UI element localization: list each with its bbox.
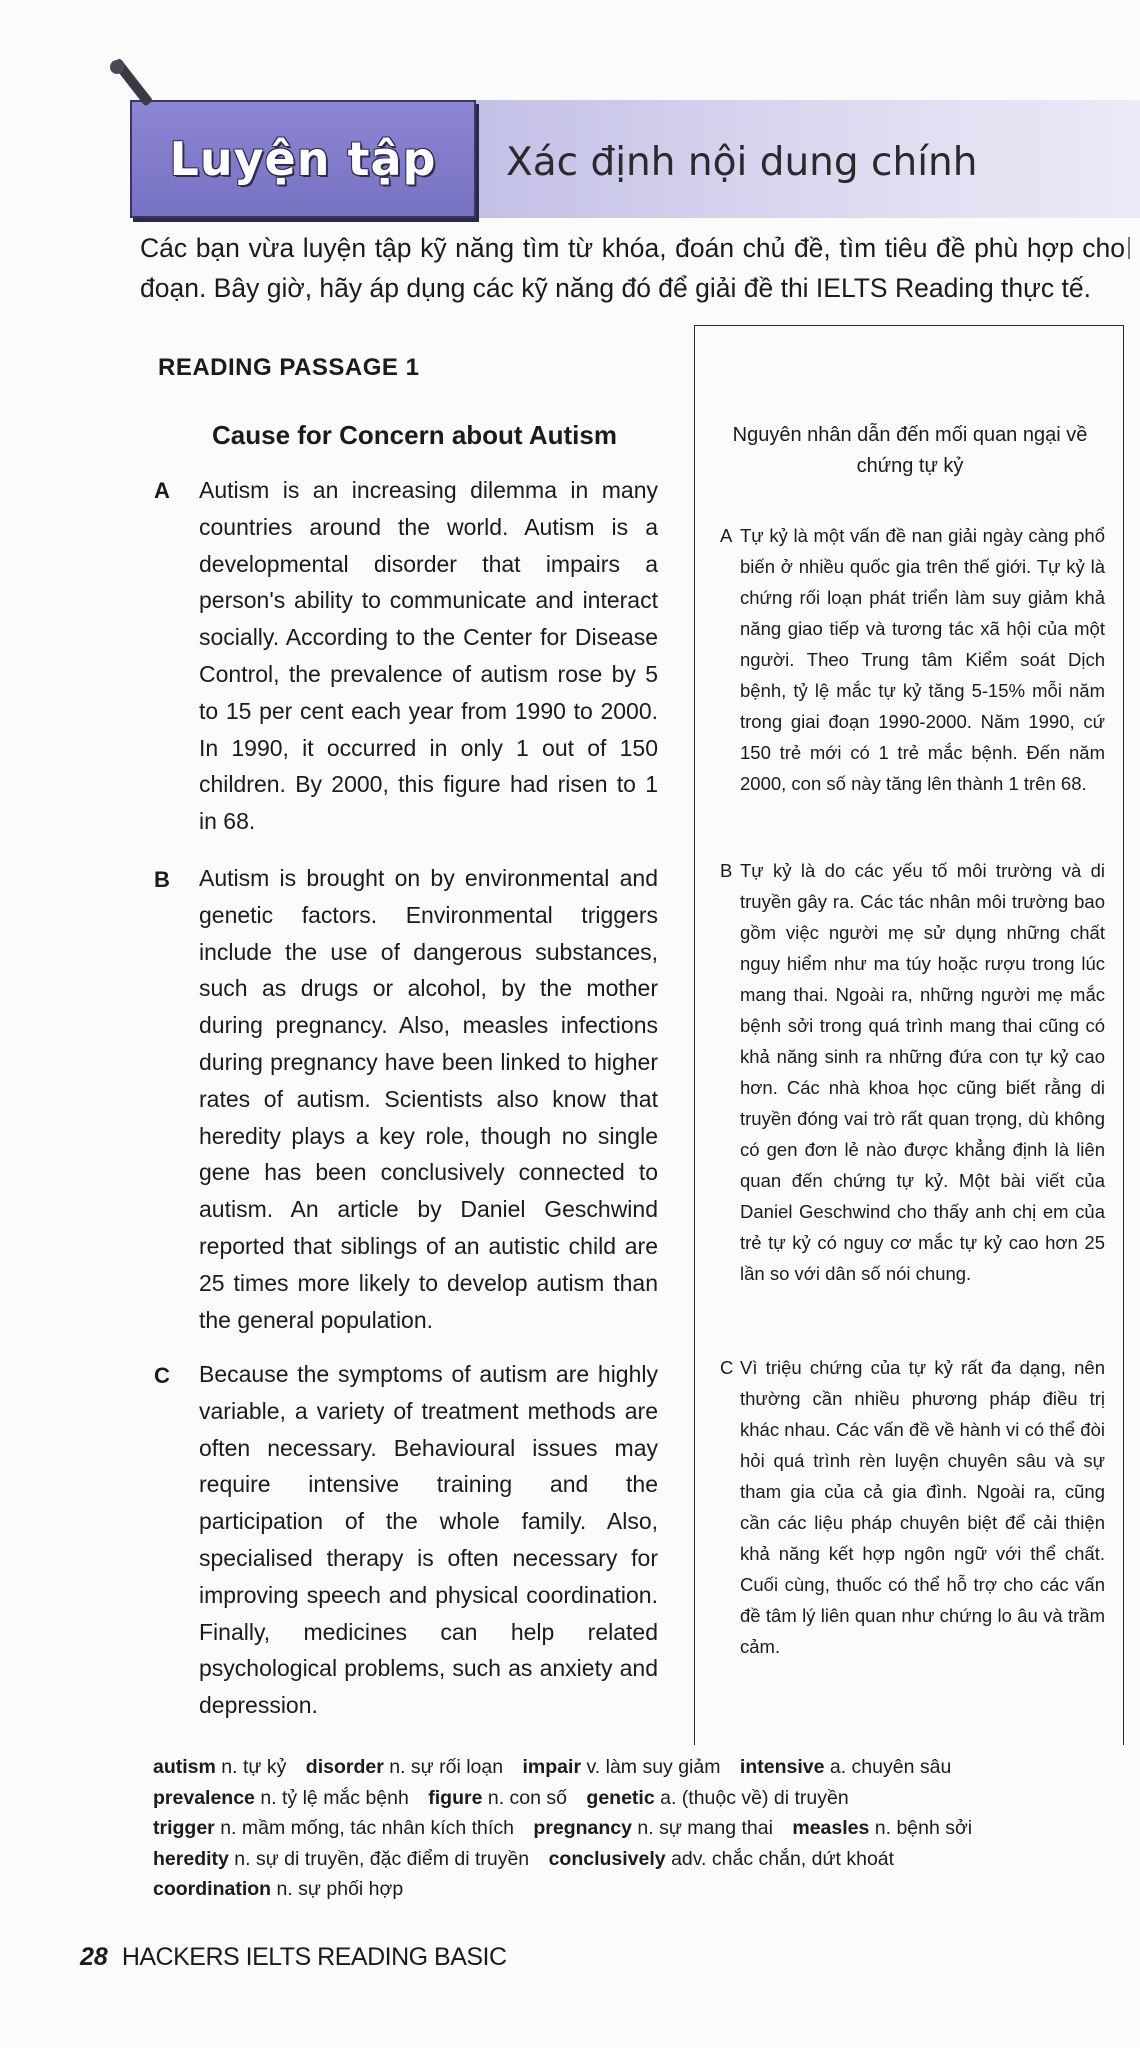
page-footer [80, 1943, 507, 1972]
vocabulary-line [153, 1874, 1113, 1905]
vocab-item [153, 1848, 529, 1870]
translation-paragraph-c [720, 1352, 1105, 1662]
vocab-word: coordination [153, 1878, 272, 1900]
vocabulary-line [153, 1783, 1113, 1814]
translation-text-c: Vì triệu chứng của tự kỷ rất đa dạng, nên thường cần nhiều phương pháp điều trị khác nhau. Các vấn đề về hành vi có thể đòi hỏi quá trình rèn luyện chuyên sâu và sự tham gia của cả gia đình. Ngoài ra, cũng cần các liệu pháp chuyên biệt để cải thiện khả năng kết hợp ngôn ngữ với thể chất. Cuối cùng, thuốc có thể hỗ trợ cho các vấn đề tâm lý liên quan như chứng lo âu và trầm cảm. [740, 1357, 1105, 1657]
vocab-definition: n. sự rối loạn [389, 1756, 504, 1778]
vocab-word: conclusively [548, 1847, 666, 1870]
vocab-definition: n. sự mang thai [637, 1817, 773, 1839]
vocab-word: impair [522, 1756, 582, 1778]
vocab-definition: n. sự phối hợp [276, 1878, 404, 1900]
paragraph-letter-b: B [154, 867, 170, 892]
margin-mark [1128, 237, 1130, 259]
page-number: 28 [80, 1943, 108, 1971]
section-subtitle: Xác định nội dung chính [506, 140, 978, 185]
vocab-word: heredity [153, 1847, 229, 1870]
vocab-item [153, 1787, 409, 1809]
vocab-item [740, 1756, 951, 1778]
vocab-definition: a. (thuộc về) di truyền [660, 1786, 849, 1809]
vocab-word: intensive [739, 1756, 825, 1778]
intro-text: Các bạn vừa luyện tập kỹ năng tìm từ khóa, đoán chủ đề, tìm tiêu đề phù hợp cho đoạn. Bây giờ, hãy áp dụng các kỹ năng đó để giải đề thi IELTS Reading thực tế. [140, 233, 1125, 303]
translation-paragraph-a [720, 520, 1105, 799]
vocab-definition: n. sự di truyền, đặc điểm di truyền [234, 1847, 530, 1870]
translation-paragraph-b [720, 855, 1105, 1289]
vocab-item [523, 1756, 721, 1778]
vocabulary-list [153, 1752, 1113, 1905]
vocab-item [533, 1817, 773, 1839]
section-tag [130, 100, 476, 218]
vocab-definition: n. con số [487, 1786, 567, 1809]
vocab-item [792, 1817, 972, 1839]
vocab-word: disorder [305, 1756, 384, 1778]
vocab-definition: n. tự kỷ [221, 1756, 287, 1778]
vocab-definition: a. chuyên sâu [829, 1756, 952, 1778]
vocabulary-line [153, 1844, 1113, 1875]
translation-text-a: Tự kỷ là một vấn đề nan giải ngày càng phổ biến ở nhiều quốc gia trên thế giới. Tự kỷ là chứng rối loạn phát triển làm suy giảm khả năng giao tiếp và tương tác xã hội của một người. Theo Trung tâm Kiểm soát Dịch bệnh, tỷ lệ mắc tự kỷ tăng 5-15% mỗi năm trong giai đoạn 1990-2000. Năm 1990, cứ 150 trẻ mới có 1 trẻ mắc bệnh. Đến năm 2000, con số này tăng lên thành 1 trên 68. [740, 525, 1105, 794]
translation-text-b: Tự kỷ là do các yếu tố môi trường và di truyền gây ra. Các tác nhân môi trường bao gồm việc người mẹ sử dụng những chất nguy hiểm như ma túy hoặc rượu trong lúc mang thai. Ngoài ra, những người mẹ mắc bệnh sởi trong quá trình mang thai cũng có khả năng sinh ra những đứa con tự kỷ cao hơn. Các nhà khoa học cũng biết rằng di truyền đóng vai trò rất quan trọng, dù không có gen đơn lẻ nào được khẳng định là liên quan đến chứng tự kỷ. Một bài viết của Daniel Geschwind cho thấy anh chị em của trẻ tự kỷ có nguy cơ mắc tự kỷ cao hơn 25 lần so với dân số nói chung. [740, 860, 1105, 1284]
vocab-definition: n. tỷ lệ mắc bệnh [260, 1786, 409, 1809]
vocab-definition: n. bệnh sởi [874, 1817, 973, 1839]
passage-label: READING PASSAGE 1 [158, 354, 420, 381]
paragraph-letter-c: C [154, 1363, 170, 1388]
vocab-word: pregnancy [533, 1817, 632, 1839]
vocab-item [549, 1848, 894, 1870]
paragraph-letter-a: A [154, 478, 170, 503]
translation-letter-a: A [720, 525, 733, 546]
translation-letter-b: B [720, 860, 733, 881]
vocab-item [428, 1787, 567, 1809]
vocab-item [153, 1817, 514, 1839]
paragraph-c: Because the symptoms of autism are highly variable, a variety of treatment methods are often necessary. Behavioural issues may require intensive training and the participation of the whole family. Also, specialised therapy is often necessary for improving speech and physical coordination. Finally, medicines can help related psychological problems, such as anxiety and depression. [199, 1361, 658, 1719]
vocabulary-line [153, 1813, 1113, 1844]
vocab-word: figure [428, 1786, 483, 1809]
pin-head-icon [110, 60, 124, 74]
vocab-word: prevalence [153, 1786, 255, 1809]
paragraph-a: Autism is an increasing dilemma in many countries around the world. Autism is a developmental disorder that impairs a person's ability to communicate and interact socially. According to the Center for Disease Control, the prevalence of autism rose by 5 to 15 per cent each year from 1990 to 2000. In 1990, it occurred in only 1 out of 150 children. By 2000, this figure had risen to 1 in 68. [199, 477, 658, 835]
paragraph-b: Autism is brought on by environmental and genetic factors. Environmental triggers include the use of dangerous substances, such as drugs or alcohol, by the mother during pregnancy. Also, measles infections during pregnancy have been linked to higher rates of autism. Scientists also know that heredity plays a key role, though no single gene has been conclusively connected to autism. An article by Daniel Geschwind reported that siblings of an autistic child are 25 times more likely to develop autism than the general population. [199, 865, 658, 1333]
passage-title: Cause for Concern about Autism [212, 420, 617, 450]
vocab-word: autism [153, 1756, 216, 1778]
translation-letter-c: C [720, 1357, 734, 1378]
vocabulary-line [153, 1752, 1113, 1783]
vocab-item [153, 1756, 286, 1778]
vocab-item [306, 1756, 503, 1778]
section-tag-label: Luyện tập [169, 132, 437, 186]
vocab-definition: n. mầm mống, tác nhân kích thích [220, 1817, 514, 1839]
vocab-definition: v. làm suy giảm [586, 1756, 721, 1778]
vocab-definition: adv. chắc chắn, dứt khoát [671, 1847, 895, 1870]
vocab-item [586, 1787, 848, 1809]
vocab-word: measles [792, 1817, 870, 1839]
book-title: HACKERS IELTS READING BASIC [121, 1943, 507, 1971]
translation-title: Nguyên nhân dẫn đến mối quan ngại về chứng tự kỷ [732, 424, 1088, 477]
vocab-item [153, 1878, 403, 1900]
vocab-word: trigger [153, 1817, 215, 1839]
vocab-word: genetic [586, 1786, 655, 1809]
